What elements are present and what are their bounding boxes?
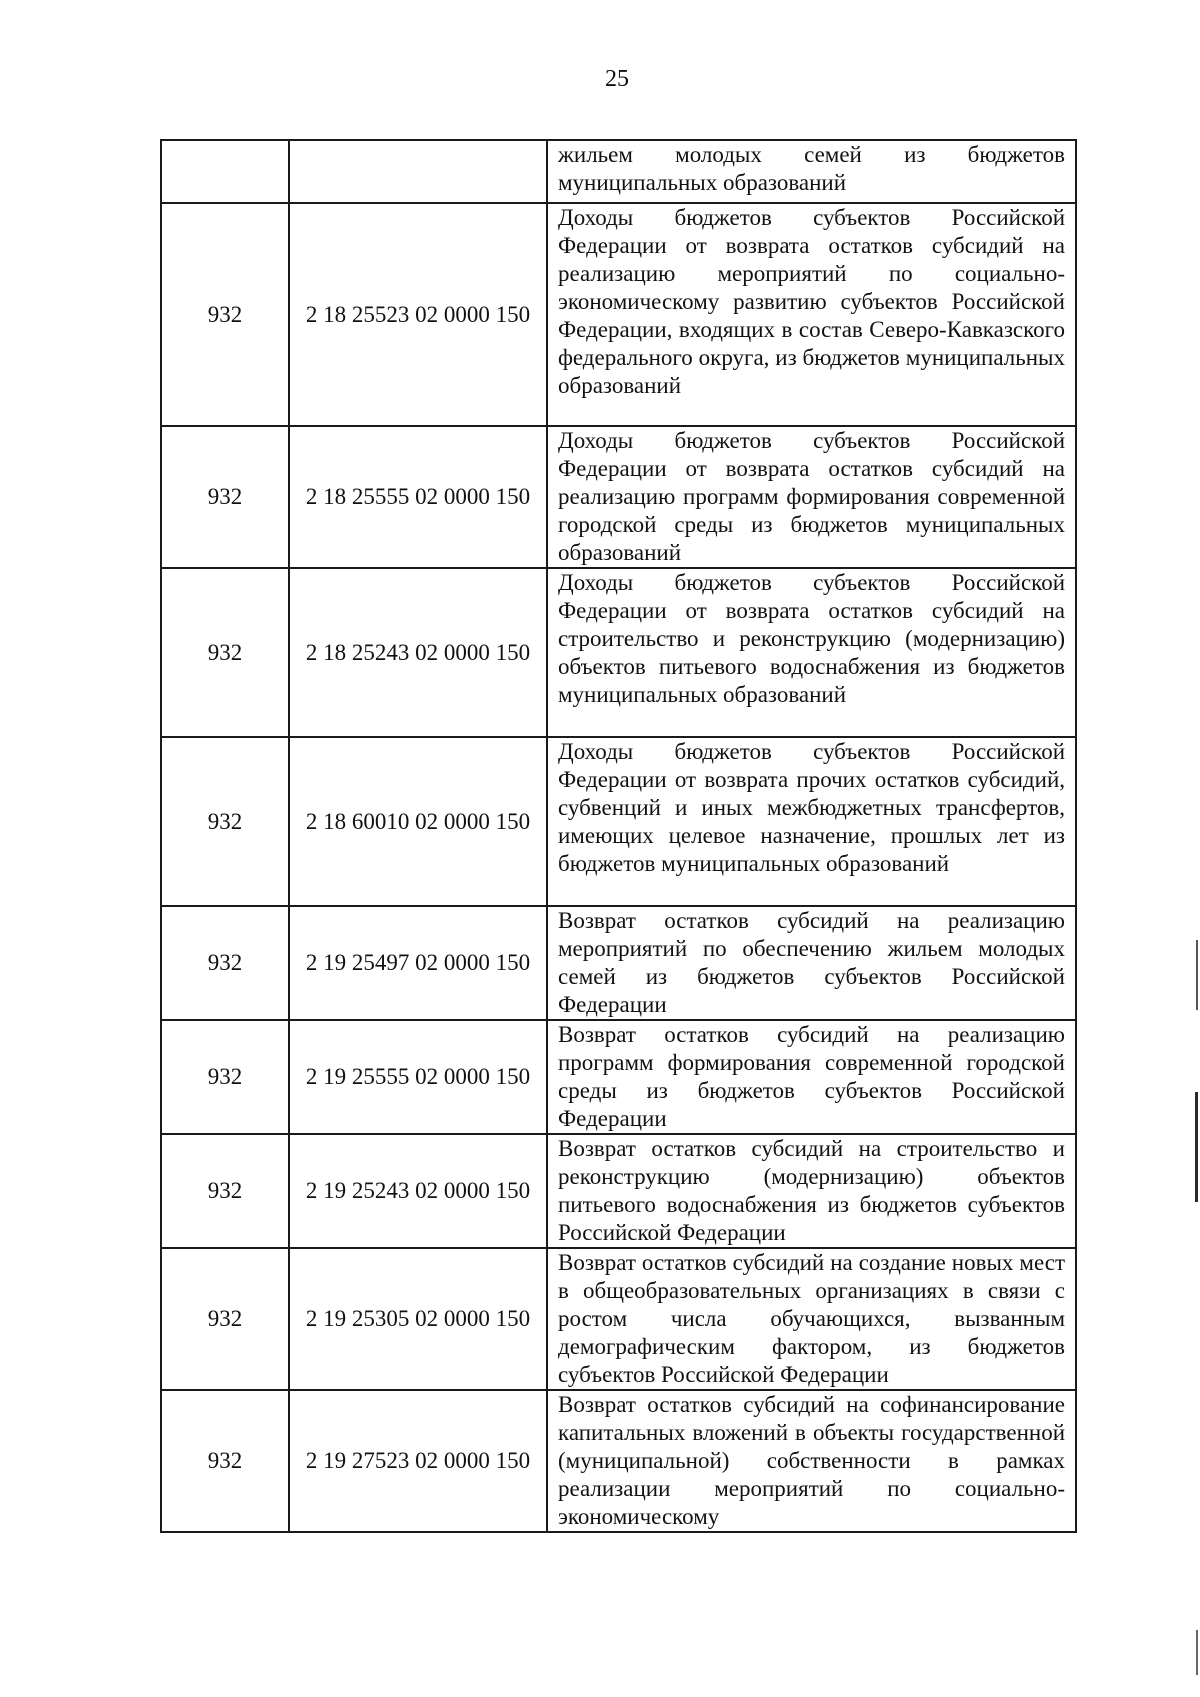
table-row [161, 203, 1076, 426]
scan-edge-mark [1195, 1092, 1198, 1202]
description-cell: Доходы бюджетов субъектов Российской Федерации от возврата остатков субсидий на реализацию мероприятий по социально-экономическому развитию субъектов Российской Федерации, входящих в состав Северо-Кавказского федерального округа, из бюджетов муниципальных образований [547, 203, 1076, 426]
admin-code-cell: 932 [161, 426, 289, 568]
table-row [161, 140, 1076, 203]
budget-code-cell: 2 18 60010 02 0000 150 [289, 737, 547, 906]
admin-code-cell: 932 [161, 1134, 289, 1248]
admin-code-cell: 932 [161, 906, 289, 1020]
budget-code-cell: 2 18 25523 02 0000 150 [289, 203, 547, 426]
budget-code-cell: 2 19 27523 02 0000 150 [289, 1390, 547, 1532]
page-number: 25 [605, 66, 629, 92]
description-cell: Возврат остатков субсидий на создание новых мест в общеобразовательных организациях в связи с ростом числа обучающихся, вызванным демографическим фактором, из бюджетов субъектов Российской Федерации [547, 1248, 1076, 1390]
scan-edge-mark [1196, 1630, 1198, 1675]
budget-code-cell [289, 140, 547, 203]
table-row [161, 737, 1076, 906]
admin-code-cell: 932 [161, 203, 289, 426]
table-row [161, 426, 1076, 568]
description-cell: Возврат остатков субсидий на реализацию программ формирования современной городской среды из бюджетов субъектов Российской Федерации [547, 1020, 1076, 1134]
admin-code-cell: 932 [161, 568, 289, 737]
admin-code-cell: 932 [161, 1390, 289, 1532]
budget-code-cell: 2 18 25243 02 0000 150 [289, 568, 547, 737]
budget-code-cell: 2 19 25497 02 0000 150 [289, 906, 547, 1020]
budget-code-cell: 2 18 25555 02 0000 150 [289, 426, 547, 568]
budget-classification-table [160, 139, 1077, 1533]
admin-code-cell: 932 [161, 737, 289, 906]
table-row [161, 1020, 1076, 1134]
admin-code-cell [161, 140, 289, 203]
admin-code-cell: 932 [161, 1020, 289, 1134]
table-row [161, 1390, 1076, 1532]
table-row [161, 568, 1076, 737]
description-cell: жильем молодых семей из бюджетов муниципальных образований [547, 140, 1076, 203]
description-cell: Возврат остатков субсидий на реализацию мероприятий по обеспечению жильем молодых семей из бюджетов субъектов Российской Федерации [547, 906, 1076, 1020]
description-cell: Доходы бюджетов субъектов Российской Федерации от возврата прочих остатков субсидий, субвенций и иных межбюджетных трансфертов, имеющих целевое назначение, прошлых лет из бюджетов муниципальных образований [547, 737, 1076, 906]
table-row [161, 1248, 1076, 1390]
description-cell: Возврат остатков субсидий на строительство и реконструкцию (модернизацию) объектов питьевого водоснабжения из бюджетов субъектов Российской Федерации [547, 1134, 1076, 1248]
admin-code-cell: 932 [161, 1248, 289, 1390]
budget-code-cell: 2 19 25555 02 0000 150 [289, 1020, 547, 1134]
scan-edge-mark [1196, 940, 1198, 1010]
description-cell: Доходы бюджетов субъектов Российской Федерации от возврата остатков субсидий на строительство и реконструкцию (модернизацию) объектов питьевого водоснабжения из бюджетов муниципальных образований [547, 568, 1076, 737]
budget-code-cell: 2 19 25243 02 0000 150 [289, 1134, 547, 1248]
table-row [161, 1134, 1076, 1248]
table-row [161, 906, 1076, 1020]
description-cell: Возврат остатков субсидий на софинансирование капитальных вложений в объекты государственной (муниципальной) собственности в рамках реализации мероприятий по социально-экономическому [547, 1390, 1076, 1532]
description-cell: Доходы бюджетов субъектов Российской Федерации от возврата остатков субсидий на реализацию программ формирования современной городской среды из бюджетов муниципальных образований [547, 426, 1076, 568]
budget-code-cell: 2 19 25305 02 0000 150 [289, 1248, 547, 1390]
